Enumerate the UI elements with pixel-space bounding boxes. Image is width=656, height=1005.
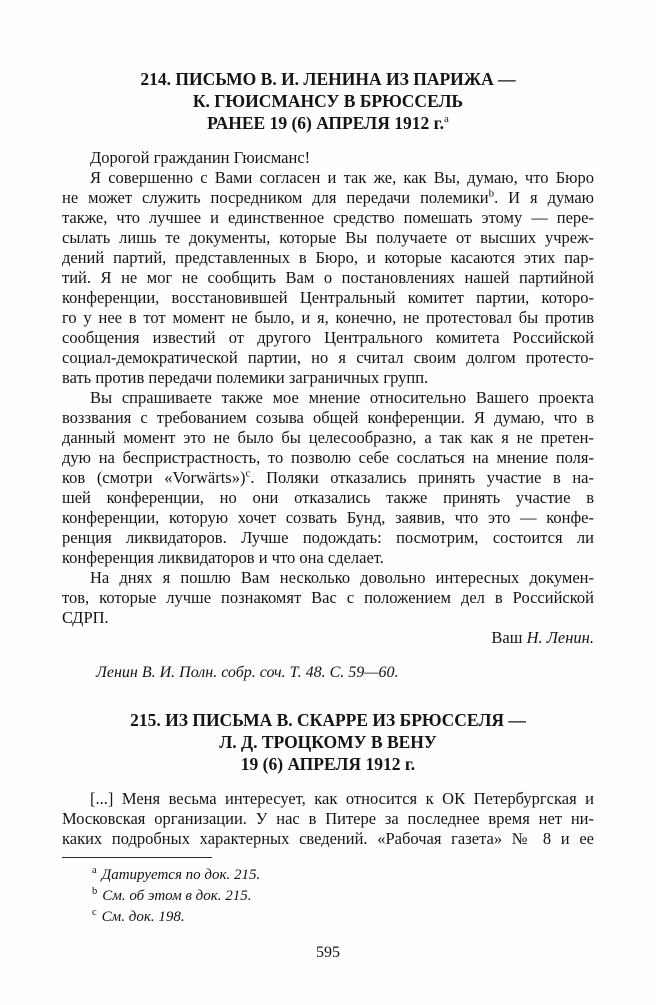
title-date: РАНЕЕ 19 (6) АПРЕЛЯ 1912 г.	[207, 113, 444, 133]
footnote-rule	[62, 857, 212, 858]
text-line: каких подробных характерных сведений. «Рабочая газета» № 8 и ее	[62, 829, 594, 848]
footnote-marker-c: c	[245, 467, 251, 480]
footnote-marker-a: a	[92, 865, 97, 876]
text-line: дую на беспристрастность, то позволю себе сослаться на мнение поля-	[62, 448, 594, 467]
footnote	[62, 907, 594, 928]
title-line: Л. Д. ТРОЦКОМУ В ВЕНУ	[219, 732, 437, 752]
page-number: 595	[316, 944, 340, 961]
paragraph	[62, 568, 594, 628]
paragraph	[62, 168, 594, 388]
text-line: На днях я пошлю Вам несколько довольно интересных докумен-	[90, 568, 594, 587]
title-line: 214. ПИСЬМО В. И. ЛЕНИНА ИЗ ПАРИЖА —	[140, 69, 516, 89]
text-line: тий. Я не мог не сообщить Вам о постановлениях нашей партийной	[62, 268, 594, 287]
footnote-text: Датируется по док. 215.	[101, 867, 261, 883]
footnote	[62, 886, 594, 907]
text-line: также, что лучшее и единственное средство помешать этому — пере-	[62, 208, 594, 227]
text-line: ков (смотри «Vorwärts»)$^c$. Поляки отказались принять участие в на-	[62, 467, 594, 487]
text-line: го у нее в тот момент не было, и я, конечно, не протестовал бы против	[62, 308, 594, 327]
text-line: конференция ликвидаторов и что она сделает.	[62, 548, 384, 567]
text-line: социал-демократической партии, но я считал своим долгом протесто-	[62, 348, 594, 367]
text-line: тов, которые лучше познакомят Вас с положением дел в Российской	[62, 588, 594, 607]
paragraph	[62, 388, 594, 568]
letter-214-body	[62, 168, 594, 628]
text-line: Я совершенно с Вами согласен и так же, как Вы, думаю, что Бюро	[90, 168, 594, 187]
letter-214-title	[62, 68, 594, 134]
text-line: шей конференции, но они отказались также принять участие в	[62, 488, 594, 507]
text-line: Вы спрашиваете также мое мнение относительно Вашего проекта	[90, 388, 594, 407]
footnote-list	[62, 865, 594, 928]
signature	[62, 628, 594, 648]
footnote-text: См. док. 198.	[101, 909, 185, 925]
text-line: воззвания с требованием созыва общей конференции. Я думаю, что в	[62, 408, 594, 427]
letter-215	[62, 709, 594, 849]
text-line: [...] Меня весьма интересует, как относится к ОК Петербургская и	[90, 789, 594, 808]
text-line: сылать лишь те документы, которые Вы получаете от высших учреж-	[62, 228, 594, 247]
footnote	[62, 865, 594, 886]
text-line: СДРП.	[62, 608, 109, 627]
letter-214	[62, 68, 594, 683]
text-line: сообщения известий от другого Центрального комитета Российской	[62, 328, 594, 347]
text-line: конференции, которую хочет созвать Бунд, заявив, что это — конфе-	[62, 508, 594, 527]
footnote-marker-b: b	[488, 187, 495, 200]
letter-215-title	[62, 709, 594, 775]
source-reference: Ленин В. И. Полн. собр. соч. Т. 48. С. 59—60.	[96, 664, 399, 681]
text-line: Московская организации. У нас в Питере за последнее время нет ни-	[62, 809, 594, 828]
text-line: дений партий, представленных в Бюро, и которые касаются этих пар-	[62, 248, 594, 267]
paragraph	[62, 789, 594, 849]
title-line	[62, 112, 594, 134]
salutation: Дорогой гражданин Гюисманс!	[90, 148, 311, 167]
text-line: вать против передачи полемики заграничных групп.	[62, 368, 429, 387]
signature-prefix: Ваш	[491, 628, 527, 647]
title-line: К. ГЮИСМАНСУ В БРЮССЕЛЬ	[192, 91, 464, 111]
title-line: 215. ИЗ ПИСЬМА В. СКАРРЕ ИЗ БРЮССЕЛЯ —	[130, 710, 526, 730]
title-line: 19 (6) АПРЕЛЯ 1912 г.	[240, 754, 416, 774]
footnote-marker-c: c	[92, 907, 97, 918]
text-line: данный момент это не было бы целесообразно, а так как я не претен-	[62, 428, 594, 447]
footnotes-section	[62, 857, 594, 928]
text-line: конференции, восстановившей Центральный комитет партии, которо-	[62, 288, 594, 307]
footnote-marker-b: b	[92, 886, 98, 897]
letter-215-body	[62, 789, 594, 849]
text-line: не может служить посредником для передачи полемики$^b$. И я думаю	[62, 187, 594, 207]
footnote-marker-a: a	[443, 113, 449, 126]
text-line: ренция ликвидаторов. Лучше подождать: посмотрим, состоится ли	[62, 528, 594, 547]
footnote-text: См. об этом в док. 215.	[102, 888, 252, 904]
signature-name: Н. Ленин.	[526, 628, 594, 647]
